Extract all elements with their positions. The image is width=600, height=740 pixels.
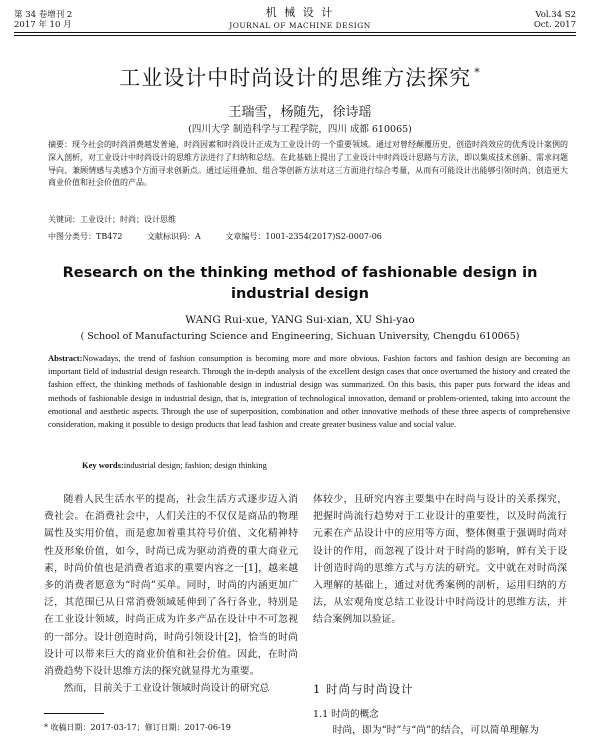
header-volume-en: Vol.34 S2 bbox=[535, 10, 576, 20]
header-journal-en: JOURNAL OF MACHINE DESIGN bbox=[229, 21, 371, 30]
body-paragraph: 然而，目前关于工业设计领域时尚设计的研究总 bbox=[63, 683, 270, 695]
section-heading: 1 时尚与时尚设计 bbox=[313, 682, 414, 696]
body-column-right bbox=[313, 491, 567, 629]
abstract-en bbox=[48, 352, 570, 431]
title-en-line1: Research on the thinking method of fashionable design in bbox=[62, 265, 538, 281]
classification-line bbox=[48, 231, 404, 242]
body-column-left bbox=[44, 491, 298, 697]
title-en-line2: industrial design bbox=[231, 286, 369, 302]
header-volume-cn: 第 34 卷增刊 2 bbox=[14, 10, 73, 20]
body-column-right-continued bbox=[313, 722, 567, 739]
document-code: 文献标识码：A bbox=[147, 232, 201, 241]
keywords-en-label: Key words: bbox=[82, 460, 124, 470]
keywords-en-text: industrial design; fashion; design thinking bbox=[123, 460, 267, 470]
keywords-en bbox=[82, 460, 267, 470]
header-rule-bottom bbox=[14, 35, 576, 36]
page-title-en bbox=[0, 263, 600, 305]
affiliation-cn: (四川大学 制造科学与工程学院，四川 成都 610065) bbox=[188, 124, 412, 135]
abstract-cn: 摘要：现今社会的时尚消费越发普遍，时尚因素和时尚设计正成为工业设计的一个重要领域。通过对曾经颠覆历史、创造时尚效应的优秀设计案例的深入剖析，对工业设计中时尚设计的思维方法进行了归纳和总结。在此基础上提出了工业设计中时尚设计思路与方法，即以集成技术创新、需求问题导向、兼顾情感与美感3个方面寻求创新点。通过运用叠加、组合等创新方法对这三方面进行综合考量，从而有可能设计出能够引领时尚、创造更大商业价值和社会价值的产品。 bbox=[48, 140, 568, 188]
header-rule-top bbox=[14, 32, 576, 33]
header-date-cn: 2017 年 10 月 bbox=[14, 20, 72, 30]
authors-cn: 王瑞雪，杨随先，徐诗瑶 bbox=[228, 105, 372, 120]
subsection-heading: 1.1 时尚的概念 bbox=[313, 709, 379, 720]
clc-number: 中图分类号：TB472 bbox=[48, 232, 123, 241]
footnote: * 收稿日期：2017-03-17；修订日期：2017-06-19 bbox=[44, 723, 231, 732]
title-cn-text: 工业设计中时尚设计的思维方法探究 bbox=[119, 66, 472, 90]
article-number: 文章编号：1001-2354(2017)S2-0007-06 bbox=[225, 232, 382, 241]
body-paragraph: 体较少，且研究内容主要集中在时尚与设计的关系探究，把握时尚流行趋势对于工业设计的重要性，以及时尚流行元素在产品设计中的应用等方面，整体侧重于强调时尚对设计的作用，而忽视了设计对于时尚的影响，鲜有关于设计创造时尚的思维方式与方法的研究。文中就在对时尚深入理解的基础上，通过对优秀案例的剖析，运用归纳的方法，从宏观角度总结工业设计中时尚设计的思维方法，并结合案例加以验证。 bbox=[313, 494, 567, 626]
header-journal-cn: 机 械 设 计 bbox=[265, 6, 335, 19]
footnote-rule bbox=[44, 713, 104, 714]
abstract-en-label: Abstract: bbox=[48, 353, 83, 363]
page-title-cn bbox=[0, 62, 600, 92]
authors-en: WANG Rui-xue, YANG Sui-xian, XU Shi-yao bbox=[185, 314, 415, 326]
body-paragraph: 时尚，即为“时”与“尚”的结合，可以简单理解为 bbox=[332, 725, 539, 736]
abstract-en-text: Nowadays, the trend of fashion consumption is becoming more and more obvious. Fashion factors and fashion design are becoming an important field of industrial design research. Through the in-depth analysis of the excellent design cases that once overturned the history and created the fashion effect, the thinking methods of fashionable design in industrial design was summarized. On this basis, this paper puts forward the ideas and methods of fashionable design in industrial design, that is, integration of technological innovation, demand or problem-oriented, taking into account the emotional and aesthetic aspects. Through the use of superposition, combination and other innovative methods of these three aspects of comprehensive consideration, making it possible to design products that lead fashion and create greater business value and social value. bbox=[48, 353, 570, 430]
affiliation-en: ( School of Manufacturing Science and Engineering, Sichuan University, Chengdu 610065) bbox=[80, 331, 520, 342]
keywords-cn: 关键词：工业设计；时尚；设计思维 bbox=[48, 215, 176, 224]
header-date-en: Oct. 2017 bbox=[533, 20, 576, 30]
title-footnote-mark: * bbox=[474, 66, 481, 79]
body-paragraph: 随着人民生活水平的提高，社会生活方式逐步迈入消费社会。在消费社会中，人们关注的不仅仅是商品的物理属性及实用价值，而是愈加着重其符号价值、文化精神特性及形象价值，如今，时尚已成为驱动消费的重大商业元素，时尚价值也是消费者追求的重要内容之一[1]，越来越多的消费者愿意为“时尚”买单。同时，时尚的内涵更加广泛，其范围已从日常消费领域延伸到了各行各业，特别是在工业设计领域，时尚正成为许多产品在设计中不可忽视的一部分。设计创造时尚，时尚引领设计[2]，恰当的时尚设计可以带来巨大的商业价值和社会价值。因此，在时尚消费趋势下设计思维方法的探究就显得尤为重要。 bbox=[44, 494, 298, 678]
